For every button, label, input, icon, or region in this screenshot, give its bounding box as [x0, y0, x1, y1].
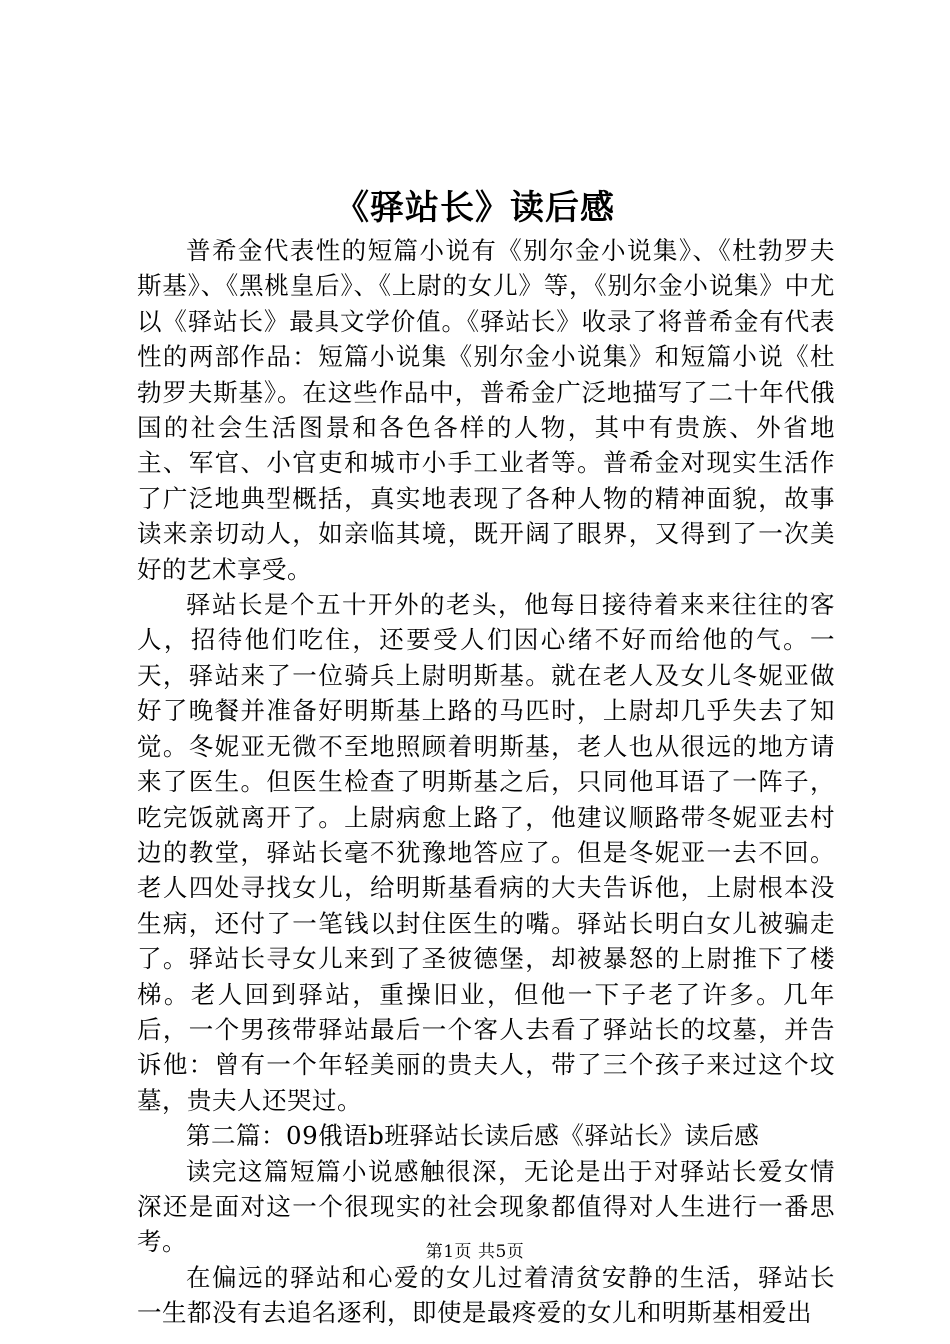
document-body	[137, 233, 835, 1331]
document-title: 《驿站长》读后感	[335, 188, 615, 228]
paragraph-plot-summary: 驿站长是个五十开外的老头，他每日接待着来来往往的客人，招待他们吃住，还要受人们因心绪不好而给他的气。一天，驿站来了一位骑兵上尉明斯基。就在老人及女儿冬妮亚做好了晚餐并准备好明斯基上路的马匹时，上尉却几乎失去了知觉。冬妮亚无微不至地照顾着明斯基，老人也从很远的地方请来了医生。但医生检查了明斯基之后，只同他耳语了一阵子，吃完饭就离开了。上尉病愈上路了，他建议顺路带冬妮亚去村边的教堂，驿站长毫不犹豫地答应了。但是冬妮亚一去不回。老人四处寻找女儿，给明斯基看病的大夫告诉他，上尉根本没生病，还付了一笔钱以封住医生的嘴。驿站长明白女儿被骗走了。驿站长寻女儿来到了圣彼德堡，却被暴怒的上尉推下了楼梯。老人回到驿站，重操旧业，但他一下子老了许多。几年后，一个男孩带驿站最后一个客人去看了驿站长的坟墓，并告诉他：曾有一个年轻美丽的贵夫人，带了三个孩子来过这个坟墓，贵夫人还哭过。	[137, 590, 835, 1115]
paragraph-second-article-heading: 第二篇：09俄语b班驿站长读后感《驿站长》读后感	[186, 1121, 760, 1151]
paragraph-intro: 普希金代表性的短篇小说有《别尔金小说集》、《杜勃罗夫斯基》、《黑桃皇后》、《上尉的女儿》等，《别尔金小说集》中尤以《驿站长》最具文学价值。《驿站长》收录了将普希金有代表性的两部作品：短篇小说集《别尔金小说集》和短篇小说《杜勃罗夫斯基》。在这些作品中，普希金广泛地描写了二十年代俄国的社会生活图景和各色各样的人物，其中有贵族、外省地主、军官、小官吏和城市小手工业者等。普希金对现实生活作了广泛地典型概括，真实地表现了各种人物的精神面貌，故事读来亲切动人，如亲临其境，既开阔了眼界，又得到了一次美好的艺术享受。	[137, 236, 835, 584]
paragraph-reflection: 读完这篇短篇小说感触很深，无论是出于对驿站长爱女情深还是面对这一个很现实的社会现象都值得对人生进行一番思考。	[137, 1156, 835, 1257]
paragraph-continuation: 在偏远的驿站和心爱的女儿过着清贫安静的生活，驿站长一生都没有去追名逐利，即使是最疼爱的女儿和明斯基相爱出	[137, 1262, 835, 1328]
page-footer: 第1页 共5页	[425, 1242, 525, 1262]
